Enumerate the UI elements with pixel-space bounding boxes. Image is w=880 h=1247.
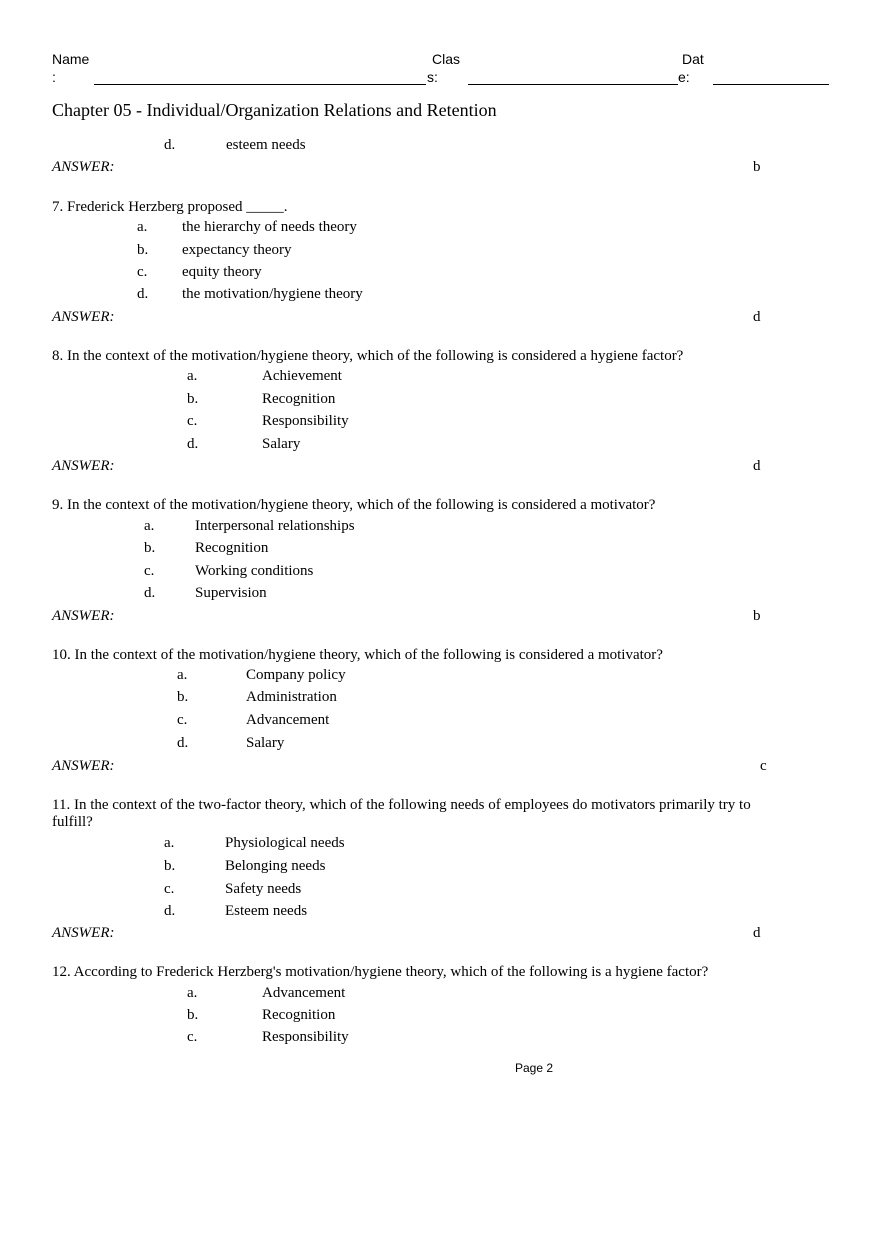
answer-value: d (753, 925, 761, 941)
option-text: Advancement (246, 712, 330, 728)
answer-label: ANSWER: (52, 309, 115, 325)
option-letter: a. (164, 835, 175, 851)
date-label: Dat (682, 51, 704, 67)
page-title: Chapter 05 - Individual/Organization Relations and Retention (52, 100, 497, 120)
option-letter: d. (164, 903, 176, 919)
question-text: 10. In the context of the motivation/hygiene theory, which of the following is considered a motivator? (52, 647, 663, 663)
question-text: 11. In the context of the two-factor theory, which of the following needs of employees do motivators primarily try to (52, 797, 751, 813)
option-text: the hierarchy of needs theory (182, 219, 357, 235)
option-text: Supervision (195, 585, 267, 601)
question-text: 7. Frederick Herzberg proposed _____. (52, 199, 288, 215)
option-text: Responsibility (262, 1029, 349, 1045)
option-text: esteem needs (226, 137, 306, 153)
option-letter: d. (177, 735, 189, 751)
option-letter: d. (144, 585, 156, 601)
option-letter: c. (164, 881, 175, 897)
option-letter: c. (177, 712, 188, 728)
option-text: Recognition (195, 540, 269, 556)
answer-value: b (753, 159, 761, 175)
option-letter: b. (164, 858, 176, 874)
option-letter: c. (137, 264, 148, 280)
answer-value: d (753, 458, 761, 474)
answer-label: ANSWER: (52, 925, 115, 941)
option-letter: b. (137, 242, 149, 258)
answer-value: b (753, 608, 761, 624)
option-text: Esteem needs (225, 903, 308, 919)
answer-label: ANSWER: (52, 758, 115, 774)
name-label: Name (52, 51, 90, 67)
option-letter: b. (187, 1007, 199, 1023)
answer-label: ANSWER: (52, 159, 115, 175)
option-letter: a. (137, 219, 148, 235)
option-letter: c. (187, 413, 198, 429)
option-letter: a. (187, 985, 198, 1001)
option-letter: a. (187, 368, 198, 384)
class-label-suffix: s: (427, 69, 438, 85)
question-text: 12. According to Frederick Herzberg's motivation/hygiene theory, which of the following is a hygiene factor? (52, 964, 709, 980)
option-letter: b. (187, 391, 199, 407)
answer-label: ANSWER: (52, 608, 115, 624)
option-text: Advancement (262, 985, 346, 1001)
option-text: Salary (262, 436, 301, 452)
option-text: Achievement (262, 368, 342, 384)
name-label-colon: : (52, 69, 56, 85)
option-text: Safety needs (225, 881, 302, 897)
option-text: Recognition (262, 1007, 336, 1023)
option-text: Physiological needs (225, 835, 345, 851)
option-letter: d. (164, 137, 176, 153)
question-text: 9. In the context of the motivation/hygiene theory, which of the following is considered a motivator? (52, 497, 656, 513)
page-number: Page 2 (515, 1061, 554, 1075)
answer-value: c (760, 758, 767, 774)
option-text: Belonging needs (225, 858, 326, 874)
date-label-suffix: e: (678, 69, 690, 85)
option-text: expectancy theory (182, 242, 292, 258)
option-letter: b. (177, 689, 189, 705)
answer-value: d (753, 309, 761, 325)
option-text: the motivation/hygiene theory (182, 286, 363, 302)
class-label: Clas (432, 51, 461, 67)
option-text: Responsibility (262, 413, 349, 429)
name-field-line[interactable] (94, 84, 426, 85)
option-letter: b. (144, 540, 156, 556)
option-letter: c. (144, 563, 155, 579)
question-text-continued: fulfill? (52, 814, 93, 830)
option-text: Salary (246, 735, 285, 751)
option-letter: a. (144, 518, 155, 534)
option-text: Working conditions (195, 563, 314, 579)
answer-label: ANSWER: (52, 458, 115, 474)
option-text: Recognition (262, 391, 336, 407)
option-text: Administration (246, 689, 337, 705)
option-text: Company policy (246, 667, 346, 683)
question-text: 8. In the context of the motivation/hygiene theory, which of the following is considered a hygiene factor? (52, 348, 684, 364)
option-letter: a. (177, 667, 188, 683)
class-field-line[interactable] (468, 84, 678, 85)
option-letter: d. (137, 286, 149, 302)
option-letter: c. (187, 1029, 198, 1045)
date-field-line[interactable] (713, 84, 829, 85)
option-text: Interpersonal relationships (195, 518, 355, 534)
option-letter: d. (187, 436, 199, 452)
option-text: equity theory (182, 264, 262, 280)
